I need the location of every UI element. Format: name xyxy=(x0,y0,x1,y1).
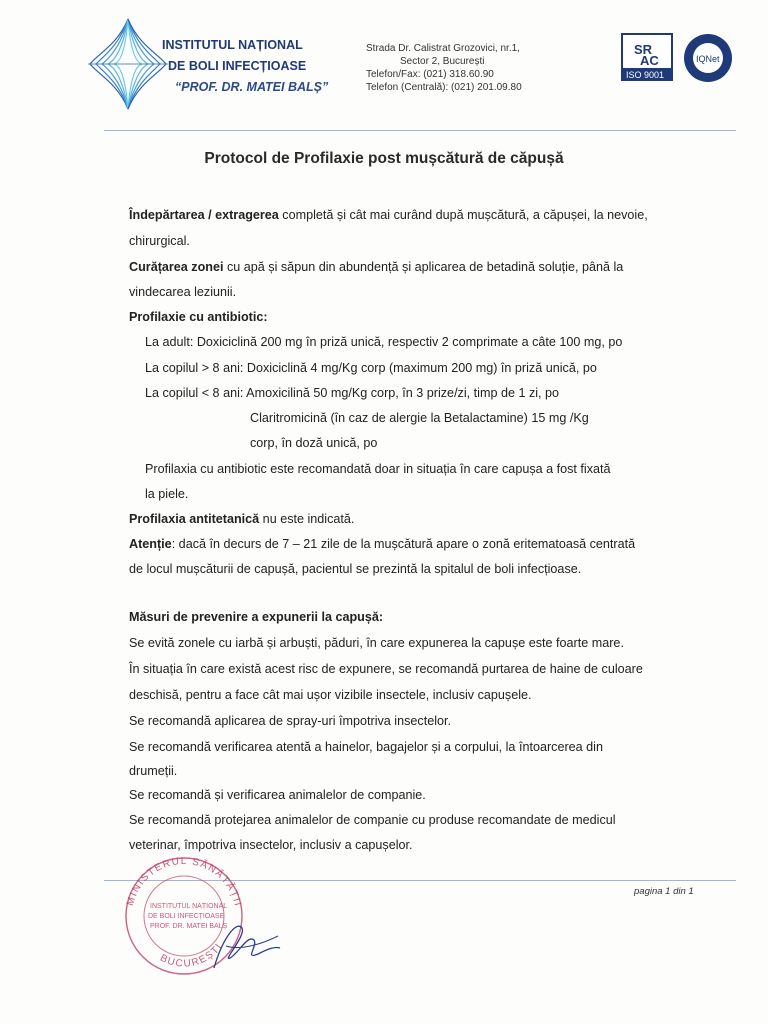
extraction-text: completă și cât mai curând după mușcătură, a căpușei, la nevoie, xyxy=(278,208,648,222)
prevention-item-4-cont: drumeții. xyxy=(129,764,178,778)
cleaning-text: cu apă și săpun din abundență și aplicarea de betadină soluție, până la xyxy=(223,260,624,274)
attention-heading: Atenție xyxy=(129,537,172,551)
institute-name-line-2: DE BOLI INFECȚIOASE xyxy=(168,59,307,73)
prevention-item-2: În situația în care există acest risc de expunere, se recomandă purtarea de haine de culoare xyxy=(129,662,643,676)
antibiotic-child-under-8: La copilul < 8 ani: Amoxicilină 50 mg/Kg corp, în 3 prize/zi, timp de 1 zi, po xyxy=(145,386,560,400)
attention-continuation: de locul mușcăturii de capușă, pacientul se prezintă la spitalul de boli infecțioase. xyxy=(129,562,582,576)
prevention-heading: Măsuri de prevenire a expunerii la capușă: xyxy=(129,610,384,624)
antibiotic-heading: Profilaxie cu antibiotic: xyxy=(129,310,268,324)
paragraph-cleaning xyxy=(129,260,623,274)
paragraph-tetanus xyxy=(129,512,354,526)
prevention-item-2-cont: deschisă, pentru a face cât mai ușor vizibile insectele, inclusiv capușele. xyxy=(129,688,532,702)
prevention-item-6: Se recomandă protejarea animalelor de companie cu produse recomandate de medicul xyxy=(129,813,616,827)
page-number: pagina 1 din 1 xyxy=(634,886,694,897)
institute-name-line-3: “PROF. DR. MATEI BALȘ” xyxy=(175,80,329,94)
antibiotic-adult: La adult: Doxiciclină 200 mg în priză unică, respectiv 2 comprimate a câte 100 mg, po xyxy=(145,335,623,349)
antibiotic-note-cont: la piele. xyxy=(145,487,189,501)
prevention-item-3: Se recomandă aplicarea de spray-uri împotriva insectelor. xyxy=(129,714,451,728)
cleaning-continuation: vindecarea leziunii. xyxy=(129,285,237,299)
stamp-ring-bottom: BUCUREȘTI xyxy=(158,941,226,970)
institute-name-line-1: INSTITUTUL NAȚIONAL xyxy=(162,38,303,52)
paragraph-extraction xyxy=(129,208,648,222)
prevention-item-1: Se evită zonele cu iarbă și arbuști, păduri, în care expunerea la capușe este foarte mare. xyxy=(129,636,624,650)
address-street: Strada Dr. Calistrat Grozovici, nr.1, xyxy=(366,43,520,54)
prevention-item-4: Se recomandă verificarea atentă a hainelor, bagajelor și a corpului, la întoarcerea din xyxy=(129,740,603,754)
antibiotic-note: Profilaxia cu antibiotic este recomandată doar in situația în care capușa a fost fixată xyxy=(145,462,611,476)
stamp-center-2: DE BOLI INFECȚIOASE xyxy=(148,913,225,920)
srac-iso-certification-icon xyxy=(620,30,738,86)
extraction-heading: Îndepărtarea / extragerea xyxy=(129,208,279,222)
stamp-center-1: INSTITUTUL NAȚIONAL xyxy=(150,903,228,910)
address-phone-central: Telefon (Centrală): (021) 201.09.80 xyxy=(366,82,522,93)
institute-logo-icon xyxy=(88,14,168,114)
iqnet-label: IQNet xyxy=(696,54,720,64)
stamp-ring-top: MINISTERUL SĂNĂTĂȚII xyxy=(125,855,244,909)
stamp-center-3: PROF. DR. MATEI BALȘ xyxy=(150,923,228,930)
address-sector: Sector 2, București xyxy=(400,56,485,67)
tetanus-heading: Profilaxia antitetanică xyxy=(129,512,260,526)
prevention-item-5: Se recomandă și verificarea animalelor de companie. xyxy=(129,788,426,802)
tetanus-text: nu este indicată. xyxy=(259,512,355,526)
iso-label: ISO 9001 xyxy=(626,70,665,80)
extraction-continuation: chirurgical. xyxy=(129,234,190,248)
attention-text: : dacă în decurs de 7 – 21 zile de la mușcătură apare o zonă eritematoasă centrată xyxy=(171,537,636,551)
prevention-item-6-cont: veterinar, împotriva insectelor, inclusiv a capușelor. xyxy=(129,838,413,852)
address-block xyxy=(366,42,566,94)
address-phone-fax: Telefon/Fax: (021) 318.60.90 xyxy=(366,69,494,80)
antibiotic-alternative-cont: corp, în doză unică, po xyxy=(250,436,378,450)
antibiotic-alternative: Claritromicină (în caz de alergie la Betalactamine) 15 mg /Kg xyxy=(250,411,589,425)
svg-text:MINISTERUL SĂNĂTĂȚII xyxy=(125,856,243,908)
svg-text:SR: SR xyxy=(634,42,653,57)
antibiotic-child-over-8: La copilul > 8 ani: Doxiciclină 4 mg/Kg corp (maximum 200 mg) în priză unică, po xyxy=(145,361,597,375)
header-divider xyxy=(104,130,736,131)
svg-text:AC: AC xyxy=(640,53,659,68)
paragraph-attention xyxy=(129,537,635,551)
cleaning-heading: Curățarea zonei xyxy=(129,260,224,274)
document-title: Protocol de Profilaxie post mușcătură de căpușă xyxy=(204,150,564,167)
official-stamp-icon xyxy=(118,850,298,980)
